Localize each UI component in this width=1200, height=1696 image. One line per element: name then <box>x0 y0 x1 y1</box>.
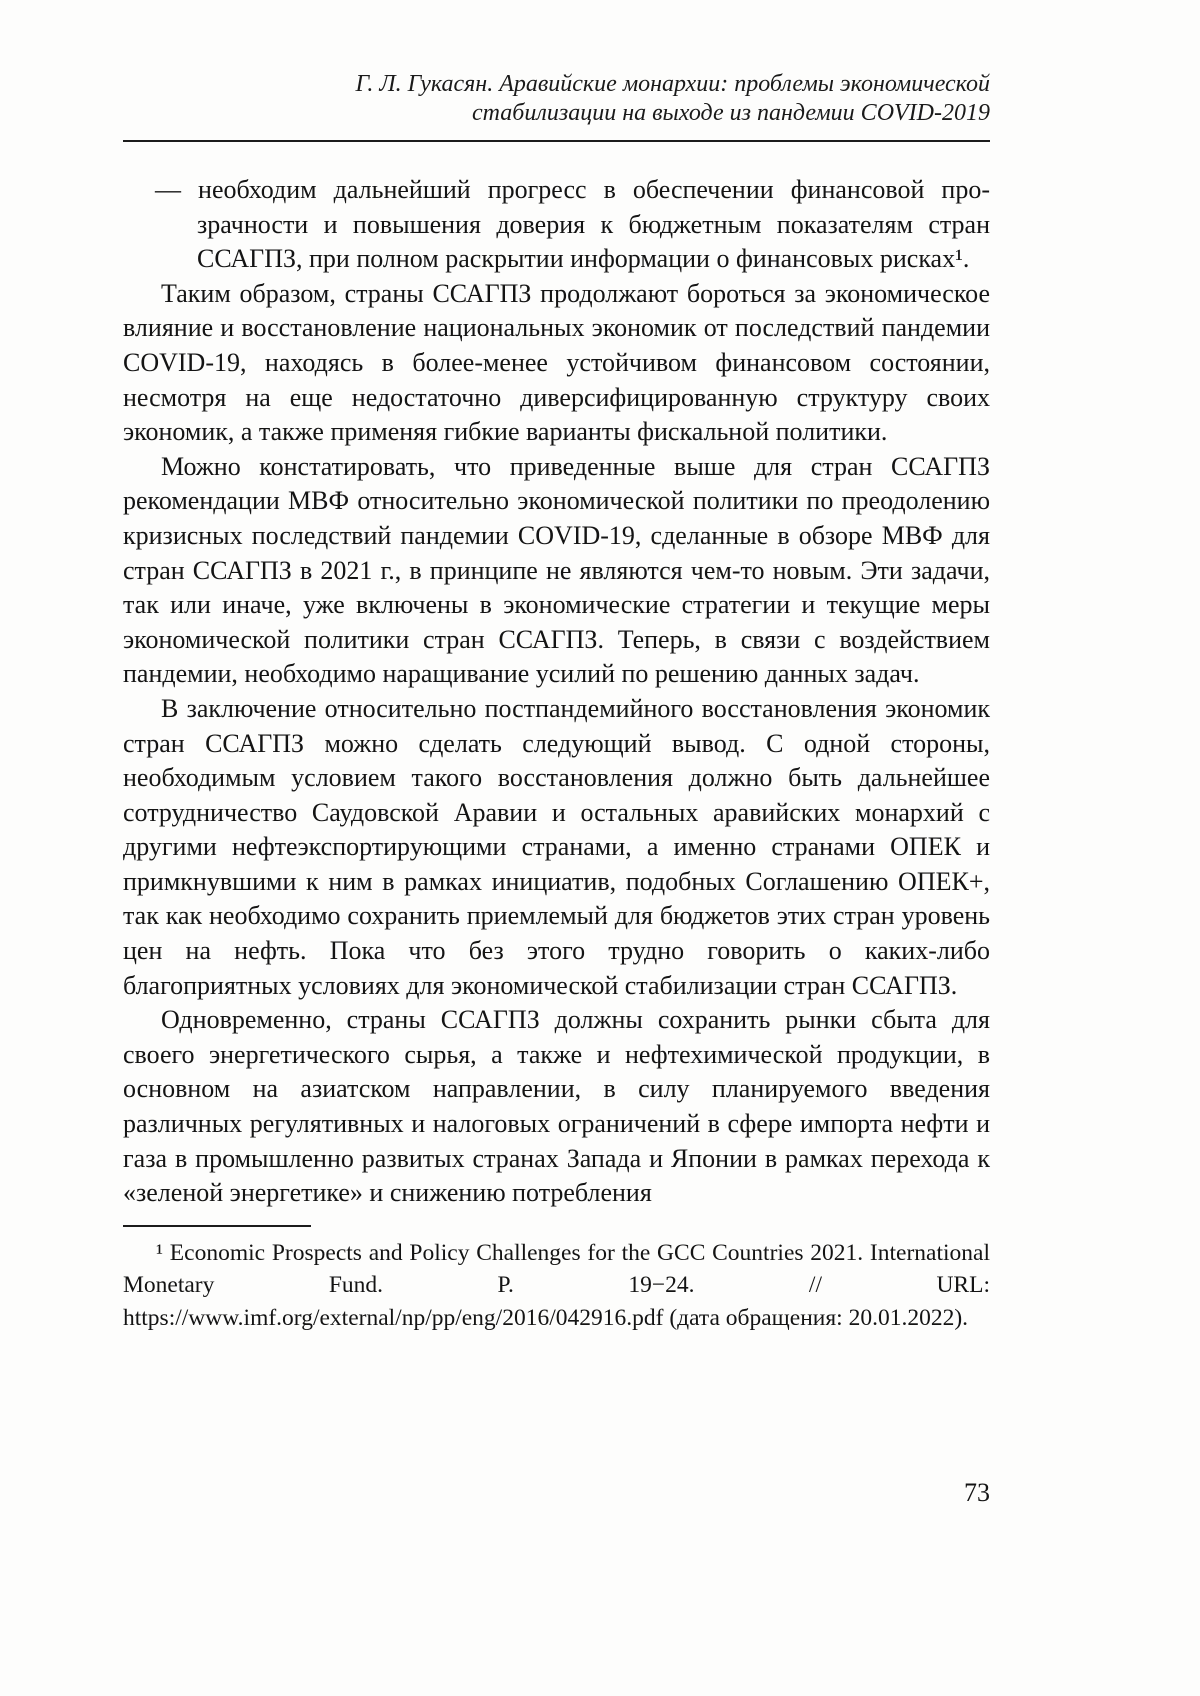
paragraph: Таким образом, страны ССАГПЗ продолжают бороться за экономическое влияние и восстановление национальных экономик от последствий пандемии COVID-19, находясь в более-менее устойчивом финансовом состоянии, несмотря на еще недостаточно диверсифицированную структуру своих экономик, а также применяя гибкие варианты фискальной политики. <box>123 278 990 447</box>
footnote-text: ¹ Economic Prospects and Policy Challenges for the GCC Countries 2021. International Monetary Fund. P. 19−24. // URL: https://www.imf.org/external/np/pp/eng/2016/042916.pdf (дата обращения: 20.01.2022). <box>123 1239 990 1331</box>
header-rule <box>123 140 990 142</box>
footnote-separator <box>123 1225 311 1227</box>
page-body <box>123 173 990 1211</box>
paragraph: В заключение относительно постпандемийного восстановления экономик стран ССАГПЗ можно сделать следующий вывод. С одной стороны, необходимым условием такого восстановления должно быть дальнейшее сотрудничество Саудовской Аравии и остальных аравийских монархий с другими нефтеэкспортирующими странами, а именно странами ОПЕК и примкнувшими к ним в рамках инициатив, подобных Соглашению ОПЕК+, так как необходимо сохранить приемлемый для бюджетов этих стран уровень цен на нефть. Пока что без этого трудно говорить о каких-либо благоприятных условиях для экономической стабилизации стран ССАГПЗ. <box>123 693 990 1000</box>
page-number: 73 <box>964 1478 990 1507</box>
header-line-2: стабилизации на выходе из пандемии COVID-2019 <box>472 100 990 126</box>
paragraph: Одновременно, страны ССАГПЗ должны сохранить рынки сбыта для своего энергетического сырья, а также и нефтехимической продукции, в основном на азиатском направлении, в силу планируемого введения различных регулятивных и налоговых ограничений в сфере импорта нефти и газа в промышленно развитых странах Запада и Японии в рамках перехода к «зеленой энергетике» и снижению потребления <box>123 1005 990 1208</box>
dash-list-item: — необходим дальнейший прогресс в обеспечении финансовой прозрачности и повышения доверия к бюджетным показателям стран ССАГПЗ, при полном раскрытии информации о финансовых рисках¹. <box>155 175 990 274</box>
running-header <box>123 70 990 128</box>
footnote-block <box>123 1225 990 1335</box>
paragraph: Можно констатировать, что приведенные выше для стран ССАГПЗ рекомендации МВФ относительно экономической политики по преодолению кризисных последствий пандемии COVID-19, сделанные в обзоре МВФ для стран ССАГПЗ в 2021 г., в принципе не являются чем-то новым. Эти задачи, так или иначе, уже включены в экономические стратегии и текущие меры экономической политики стран ССАГПЗ. Теперь, в связи с воздействием пандемии, необходимо наращивание усилий по решению данных задач. <box>123 451 990 689</box>
header-line-1: Г. Л. Гукасян. Аравийские монархии: проблемы экономической <box>355 71 990 97</box>
